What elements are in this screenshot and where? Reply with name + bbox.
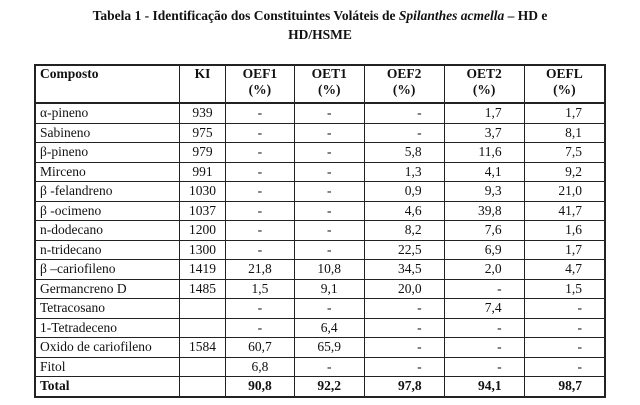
cell-oef2: -: [364, 338, 444, 358]
header-oet2: OET2 (%): [444, 65, 524, 103]
cell-oefl: 1,6: [524, 221, 605, 241]
cell-name: β-pineno: [35, 143, 180, 163]
header-oefl: OEFL (%): [524, 65, 605, 103]
cell-oefl: -: [524, 357, 605, 377]
cell-name: Sabineno: [35, 123, 180, 143]
cell-oef2: 34,5: [364, 260, 444, 280]
cell-oef2: -: [364, 299, 444, 319]
table-row: [35, 162, 605, 182]
cell-oef1: 21,8: [226, 260, 295, 280]
cell-oet2: 1,7: [444, 103, 524, 123]
table-caption: [0, 6, 640, 44]
cell-name: n-tridecano: [35, 240, 180, 260]
cell-ki: [180, 318, 226, 338]
caption-line2: HD/HSME: [288, 27, 352, 42]
header-composto: Composto: [35, 65, 180, 103]
caption-species: Spilanthes acmella: [398, 8, 505, 23]
table-row: [35, 201, 605, 221]
cell-oet2: 9,3: [444, 182, 524, 202]
cell-oefl: -: [524, 318, 605, 338]
cell-oef2: 97,8: [364, 377, 444, 397]
cell-oef2: 20,0: [364, 279, 444, 299]
cell-oef2: 8,2: [364, 221, 444, 241]
table-row: [35, 279, 605, 299]
header-oef1: OEF1 (%): [226, 65, 295, 103]
cell-oef1: -: [226, 103, 295, 123]
table-row: [35, 123, 605, 143]
cell-oet1: 6,4: [294, 318, 364, 338]
cell-oet2: 2,0: [444, 260, 524, 280]
cell-ki: 1584: [180, 338, 226, 358]
table-row: [35, 260, 605, 280]
cell-oef1: -: [226, 143, 295, 163]
cell-name: Fitol: [35, 357, 180, 377]
cell-oefl: 98,7: [524, 377, 605, 397]
table-row: [35, 143, 605, 163]
cell-oet2: -: [444, 279, 524, 299]
cell-name: β -ocimeno: [35, 201, 180, 221]
cell-ki: 1037: [180, 201, 226, 221]
cell-oef1: 6,8: [226, 357, 295, 377]
cell-name: 1-Tetradeceno: [35, 318, 180, 338]
cell-oef1: 90,8: [226, 377, 295, 397]
cell-oef1: -: [226, 318, 295, 338]
cell-oefl: 4,7: [524, 260, 605, 280]
cell-oet1: -: [294, 143, 364, 163]
table-row: [35, 240, 605, 260]
cell-name: Total: [35, 377, 180, 397]
cell-oet1: -: [294, 123, 364, 143]
cell-oet1: -: [294, 240, 364, 260]
cell-oefl: 21,0: [524, 182, 605, 202]
cell-name: α-pineno: [35, 103, 180, 123]
caption-text-end: – HD e: [504, 8, 548, 23]
cell-oefl: -: [524, 299, 605, 319]
cell-oef1: -: [226, 123, 295, 143]
header-oet1: OET1 (%): [294, 65, 364, 103]
cell-oet1: 65,9: [294, 338, 364, 358]
cell-name: n-dodecano: [35, 221, 180, 241]
header-ki: KI: [180, 65, 226, 103]
cell-oet2: 6,9: [444, 240, 524, 260]
cell-oet2: 3,7: [444, 123, 524, 143]
table-row: [35, 338, 605, 358]
cell-oef2: -: [364, 357, 444, 377]
cell-oef2: 4,6: [364, 201, 444, 221]
cell-oet2: -: [444, 357, 524, 377]
cell-oet1: -: [294, 221, 364, 241]
cell-oef2: 1,3: [364, 162, 444, 182]
cell-name: β -felandreno: [35, 182, 180, 202]
cell-oet1: -: [294, 162, 364, 182]
cell-oef1: -: [226, 162, 295, 182]
cell-oef1: -: [226, 182, 295, 202]
cell-name: Oxido de cariofileno: [35, 338, 180, 358]
cell-oefl: 8,1: [524, 123, 605, 143]
cell-ki: 1485: [180, 279, 226, 299]
cell-oet2: 94,1: [444, 377, 524, 397]
cell-oef1: -: [226, 221, 295, 241]
cell-oef1: 1,5: [226, 279, 295, 299]
table-row: [35, 103, 605, 123]
cell-oef2: 5,8: [364, 143, 444, 163]
cell-oef2: -: [364, 123, 444, 143]
cell-oet2: 7,6: [444, 221, 524, 241]
cell-oet1: -: [294, 182, 364, 202]
cell-ki: 975: [180, 123, 226, 143]
cell-oef2: -: [364, 103, 444, 123]
cell-ki: 1419: [180, 260, 226, 280]
cell-oef1: -: [226, 240, 295, 260]
cell-ki: 1300: [180, 240, 226, 260]
cell-oet1: -: [294, 201, 364, 221]
cell-oet1: -: [294, 299, 364, 319]
table-row: [35, 318, 605, 338]
cell-oet1: 92,2: [294, 377, 364, 397]
cell-oet2: 7,4: [444, 299, 524, 319]
cell-name: Germancreno D: [35, 279, 180, 299]
cell-oef1: -: [226, 201, 295, 221]
cell-ki: [180, 299, 226, 319]
caption-text: Tabela 1 - Identificação dos Constituintes Voláteis de: [92, 8, 399, 23]
cell-oet2: -: [444, 318, 524, 338]
cell-ki: 1030: [180, 182, 226, 202]
header-row: [35, 65, 605, 103]
cell-oefl: 1,5: [524, 279, 605, 299]
cell-oef1: -: [226, 299, 295, 319]
cell-oet1: -: [294, 103, 364, 123]
cell-ki: 991: [180, 162, 226, 182]
cell-oef2: 22,5: [364, 240, 444, 260]
cell-oefl: -: [524, 338, 605, 358]
cell-ki: 939: [180, 103, 226, 123]
cell-name: Tetracosano: [35, 299, 180, 319]
cell-oef2: -: [364, 318, 444, 338]
cell-oet1: 10,8: [294, 260, 364, 280]
cell-oefl: 1,7: [524, 240, 605, 260]
cell-oef2: 0,9: [364, 182, 444, 202]
cell-ki: 979: [180, 143, 226, 163]
volatile-constituents-table: [34, 64, 606, 398]
cell-oet2: 4,1: [444, 162, 524, 182]
table-row: [35, 357, 605, 377]
cell-ki: [180, 377, 226, 397]
table-row: [35, 299, 605, 319]
cell-ki: 1200: [180, 221, 226, 241]
cell-oefl: 7,5: [524, 143, 605, 163]
cell-oefl: 9,2: [524, 162, 605, 182]
cell-oefl: 1,7: [524, 103, 605, 123]
cell-name: β –cariofileno: [35, 260, 180, 280]
cell-oet1: -: [294, 357, 364, 377]
cell-oet2: -: [444, 338, 524, 358]
cell-oefl: 41,7: [524, 201, 605, 221]
table-row: [35, 221, 605, 241]
cell-ki: [180, 357, 226, 377]
cell-name: Mirceno: [35, 162, 180, 182]
cell-oet2: 39,8: [444, 201, 524, 221]
header-oef2: OEF2 (%): [364, 65, 444, 103]
cell-oet1: 9,1: [294, 279, 364, 299]
cell-oet2: 11,6: [444, 143, 524, 163]
total-row: [35, 377, 605, 397]
table-row: [35, 182, 605, 202]
cell-oef1: 60,7: [226, 338, 295, 358]
